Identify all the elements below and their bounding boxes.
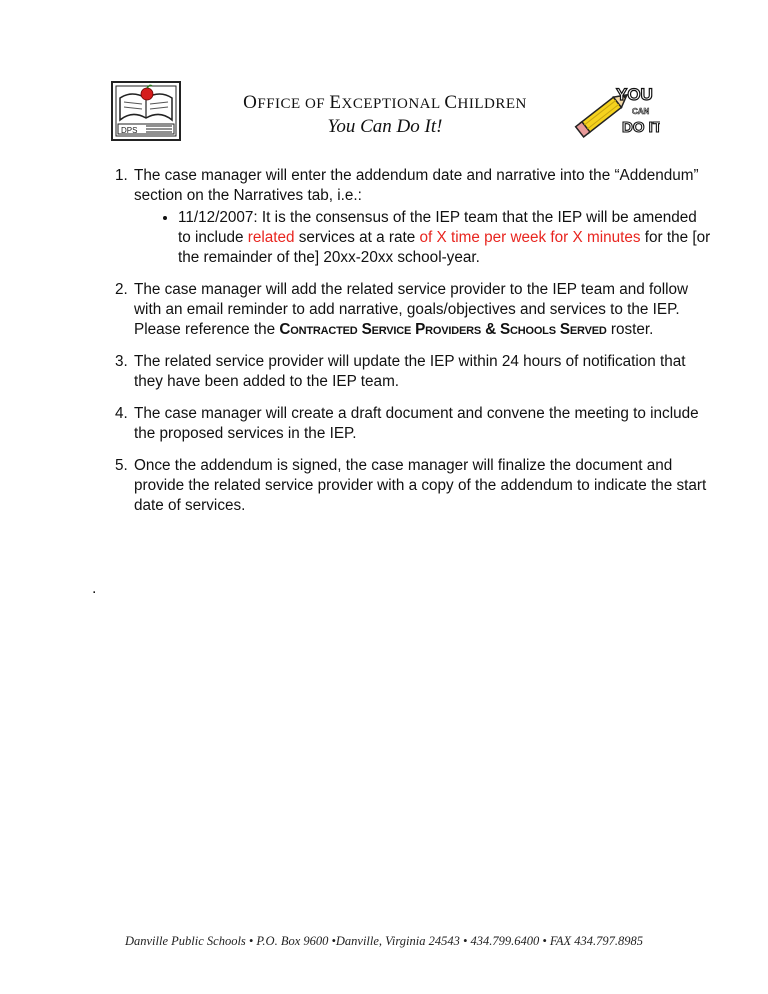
office-title [220,92,550,138]
dps-logo [110,80,182,142]
logo-word-you: YOU [616,85,653,104]
footer-address: Danville Public Schools • P.O. Box 9600 •Danville, Virginia 24543 • 434.799.6400 • FAX 434.797.8985 [124,934,644,948]
step-4: 4. The case manager will create a draft document and convene the meeting to include the proposed services in the IEP. [132,404,712,444]
highlight-rate: of X time per week for X minutes [419,229,641,246]
step-1-example: • 11/12/2007: It is the consensus of the IEP team that the IEP will be amended to include related services at a rate of X time per week for X minutes for the [or the remainder of the] 20xx-20xx school-year. [178,208,712,268]
step-1 [132,166,712,268]
procedure-steps [104,166,712,528]
highlight-related: related [247,229,295,246]
step-2: 2. The case manager will add the related service provider to the IEP team and follow with an email reminder to add narrative, goals/objectives and services to the IEP. Please reference the Contracted Service Providers & Schools Served roster. [132,280,712,340]
roster-reference: Contracted Service Providers & Schools Served [279,321,607,338]
step-1-example-list [134,208,712,268]
you-can-do-it-logo [572,80,660,150]
logo-word-doit: DO IT [622,119,660,136]
step-1-text: The case manager will enter the addendum date and narrative into the “Addendum” section on the Narratives tab, i.e.: [134,167,699,204]
office-title-line: OFFICE OF EXCEPTIONAL CHILDREN [243,92,527,113]
logo-word-can: CAN [632,107,650,116]
step-3: 3. The related service provider will update the IEP within 24 hours of notification that they have been added to the IEP team. [132,352,712,392]
stray-period: . [92,580,97,597]
step-5: 5. Once the addendum is signed, the case manager will finalize the document and provide the related service provider with a copy of the addendum to indicate the start date of services. [132,456,712,516]
dps-logo-text: DPS [121,126,138,135]
motto: You Can Do It! [327,116,443,137]
